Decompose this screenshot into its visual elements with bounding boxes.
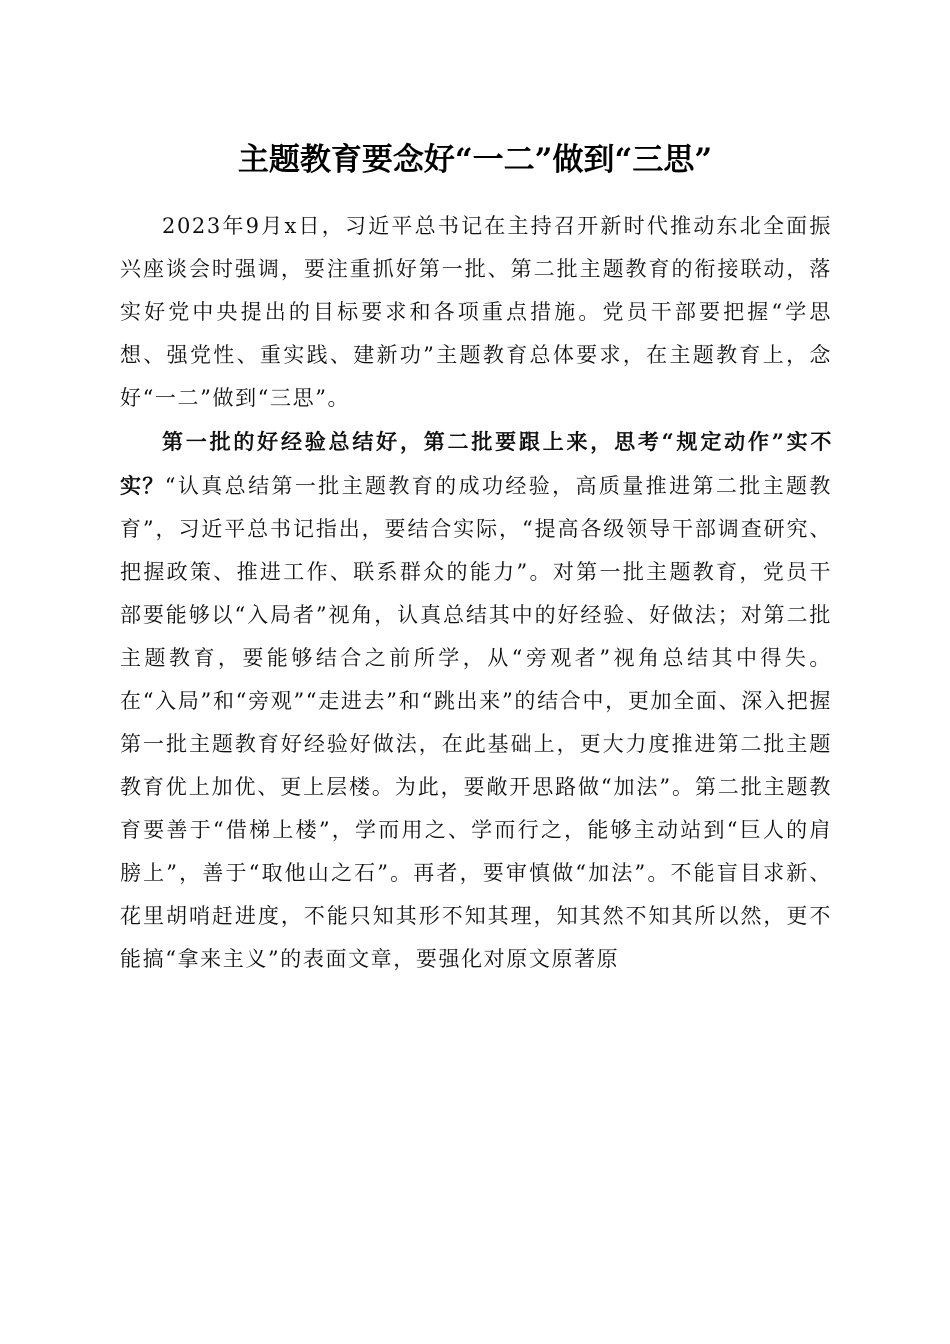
paragraph-lead-sentence: 第一批的好经验总结好，第二批要跟上来，思考“规定动作”实不实？	[120, 429, 832, 498]
paragraph-intro: 2023年9月x日，习近平总书记在主持召开新时代推动东北全面振兴座谈会时强调，要注重抓好第一批、第二批主题教育的衔接联动，落实好党中央提出的目标要求和各项重点措施。党员干部要把握“学思想、强党性、重实践、建新功”主题教育总体要求，在主题教育上，念好“一二”做到“三思”。	[120, 214, 832, 410]
document-title: 主题教育要念好“一二”做到“三思”	[237, 142, 713, 178]
paragraph-first-batch	[120, 420, 832, 981]
document-body	[120, 205, 832, 981]
paragraph-body-text: “认真总结第一批主题教育的成功经验，高质量推进第二批主题教育”，习近平总书记指出，要结合实际，“提高各级领导干部调查研究、把握政策、推进工作、联系群众的能力”。对第一批主题教育，党员干部要能够以“入局者”视角，认真总结其中的好经验、好做法；对第二批主题教育，要能够结合之前所学，从“旁观者”视角总结其中得失。在“入局”和“旁观”“走进去”和“跳出来”的结合中，更加全面、深入把握第一批主题教育好经验好做法，在此基础上，更大力度推进第二批主题教育优上加优、更上层楼。为此，要敞开思路做“加法”。第二批主题教育要善于“借梯上楼”，学而用之、学而行之，能够主动站到“巨人的肩膀上”，善于“取他山之石”。再者，要审慎做“加法”。不能盲目求新、花里胡哨赶进度，不能只知其形不知其理，知其然不知其所以然，更不能搞“拿来主义”的表面文章，要强化对原文原著原	[120, 474, 832, 971]
